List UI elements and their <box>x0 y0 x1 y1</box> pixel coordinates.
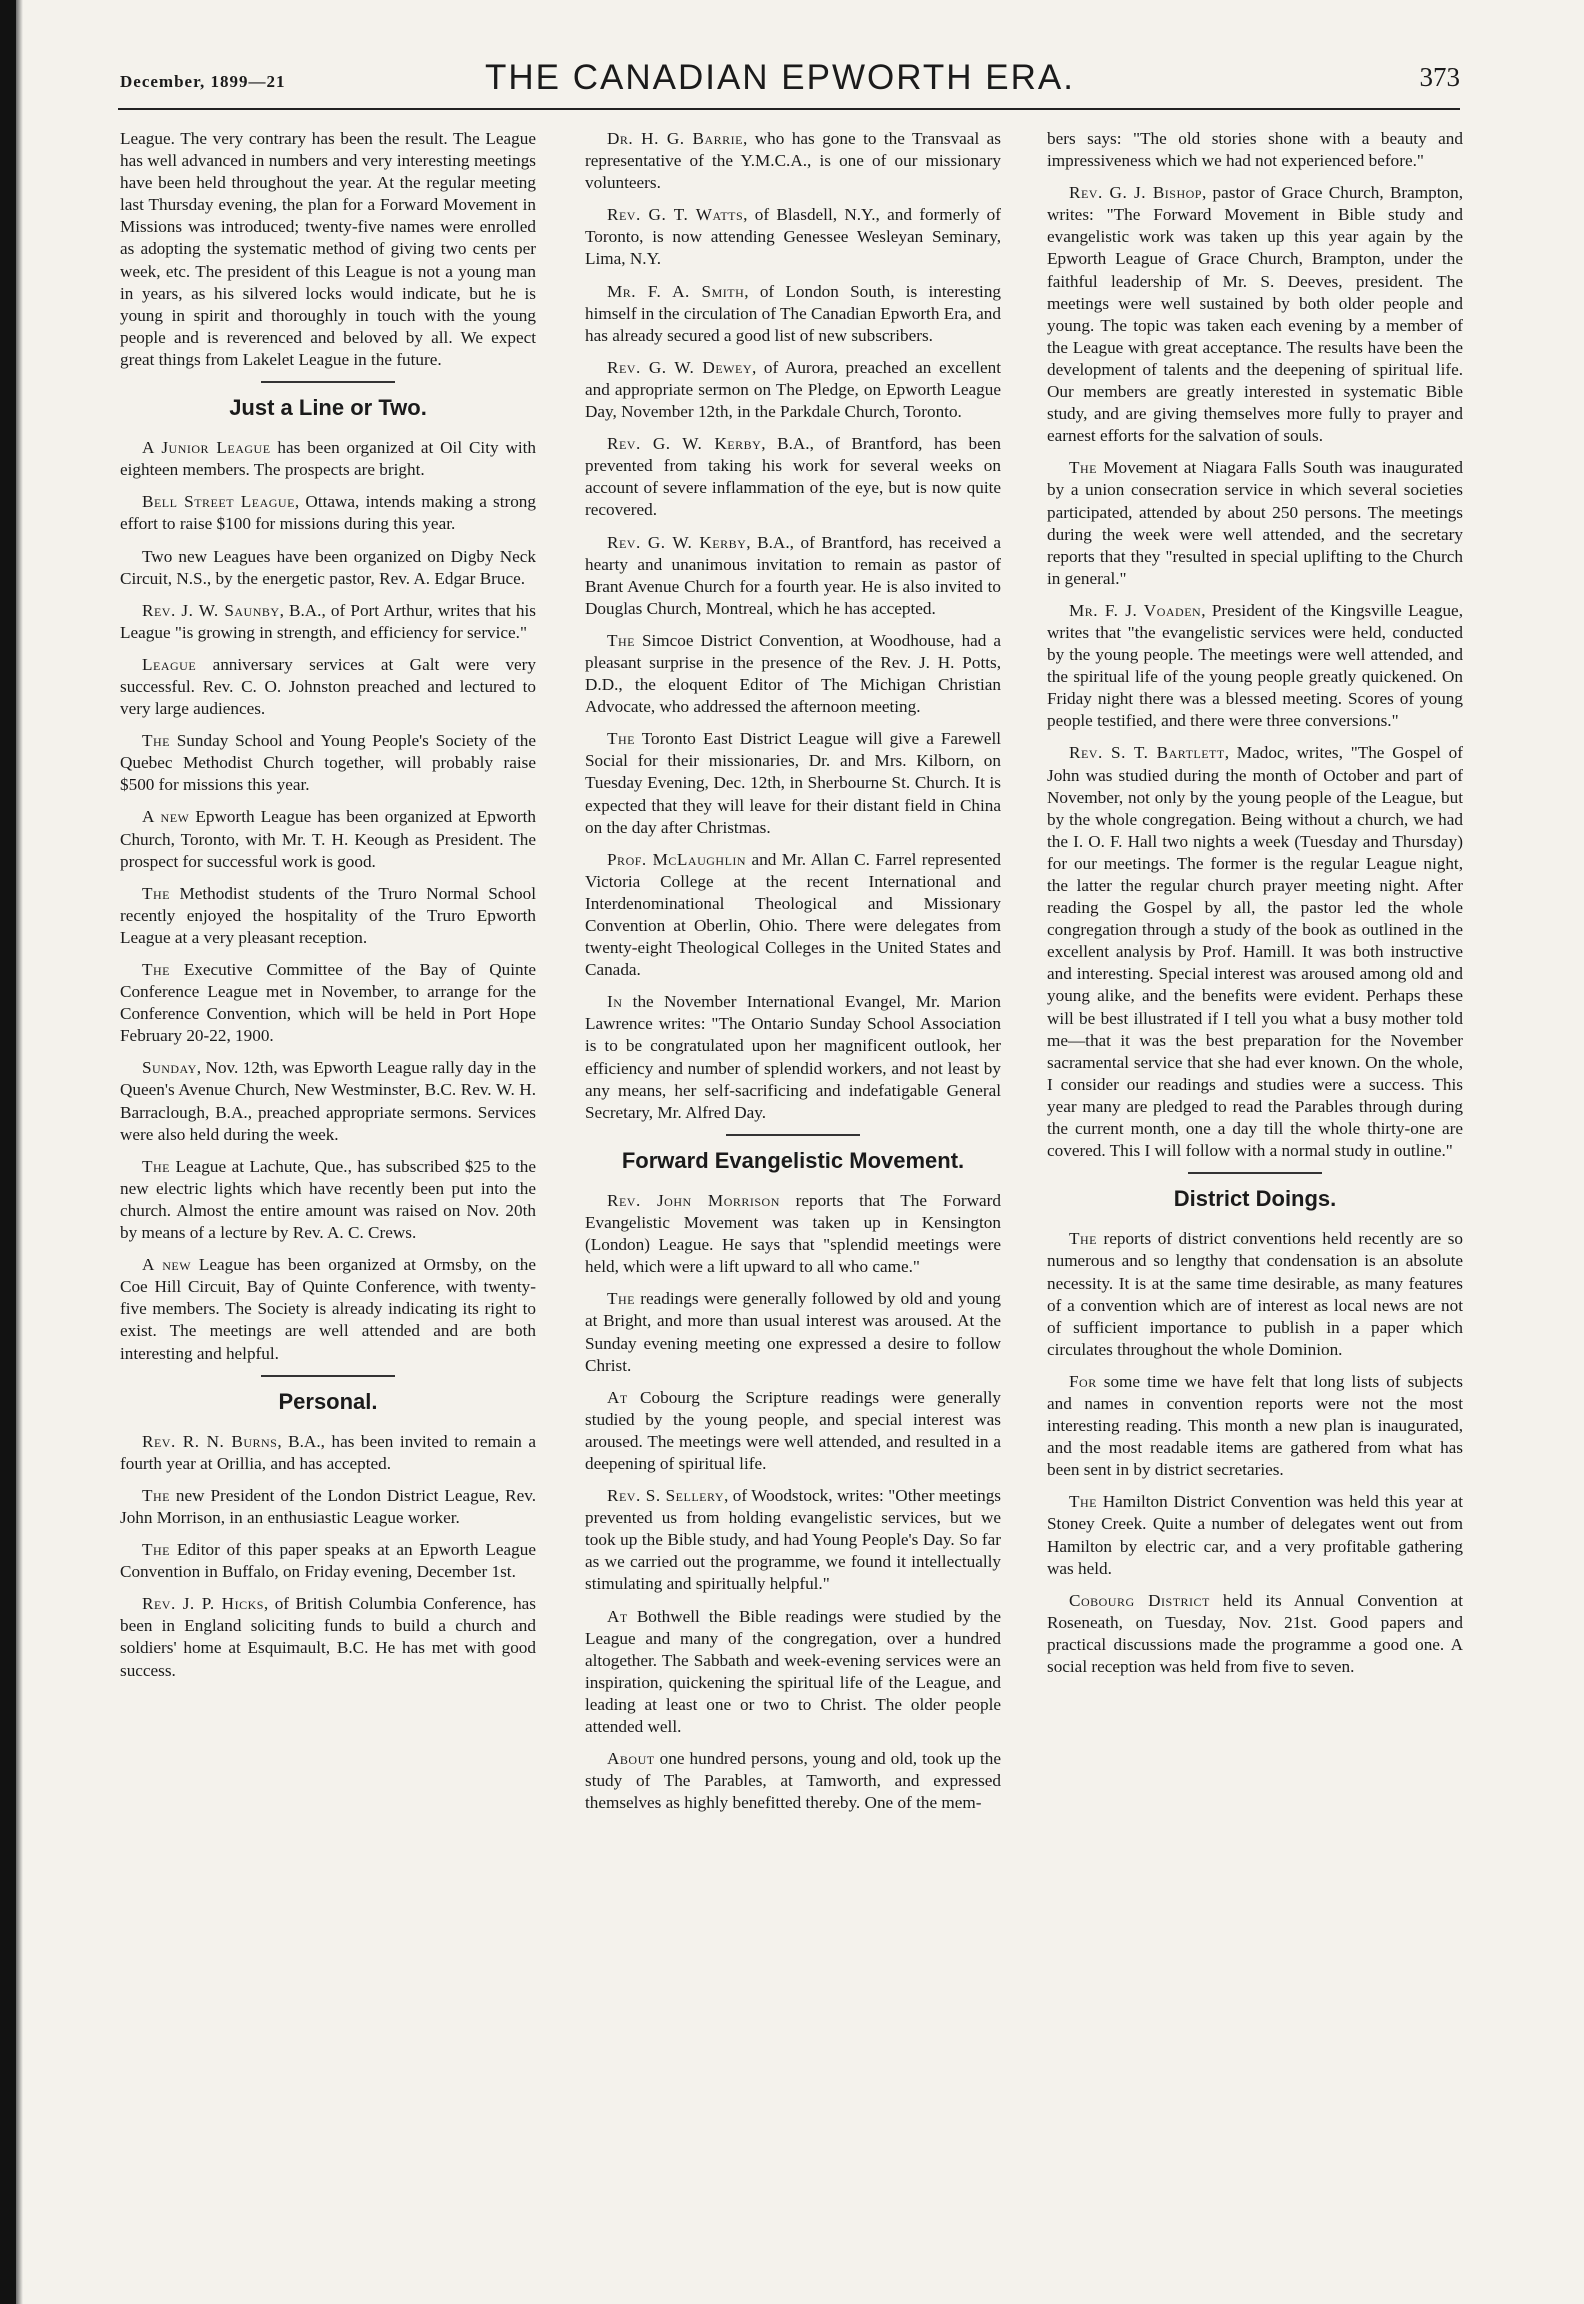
section-divider <box>261 381 395 383</box>
personal-item <box>120 1593 536 1681</box>
item-text: , B.A., has been invited to remain a fourth year at Orillia, and has accepted. <box>120 1431 536 1473</box>
news-item <box>120 1057 536 1145</box>
personal-item <box>585 630 1001 718</box>
item-text: Executive Committee of the Bay of Quinte Conference League met in November, to arrange for the Conference Convention, which will be held in Port Hope February 20-22, 1900. <box>120 960 536 1046</box>
item-lead: In <box>607 992 623 1012</box>
personal-item <box>585 728 1001 838</box>
item-text: Hamilton District Convention was held this year at Stoney Creek. Quite a number of delegates went out from Hamilton by electric car, and a very profitable gathering was held. <box>1047 1492 1463 1578</box>
item-text: , B.A., of Brantford, has received a hearty and unanimous invitation to remain as pastor of Brant Avenue Church for a fourth year. He is also invited to Douglas Church, Montreal, which he has accepted. <box>585 532 1001 618</box>
personal-item <box>120 1539 536 1583</box>
personal-item <box>585 204 1001 270</box>
item-lead: The <box>1069 1229 1097 1249</box>
item-text: some time we have felt that long lists of subjects and names in convention reports were not the most interesting reading. This month a new plan is inaugurated, and the most readable items are gathered from what has been sent in by district secretaries. <box>1047 1371 1463 1480</box>
item-lead: Prof. McLaughlin <box>607 849 747 869</box>
item-lead: Cobourg District <box>1069 1590 1210 1610</box>
item-text: Toronto East District League will give a Farewell Social for their missionaries, Dr. and Mrs. Kilborn, on Tuesday Evening, Dec. 12th, in Sherbourne St. Church. It is expected that they will leave for their distant field in China on the day after Christmas. <box>585 729 1001 837</box>
item-lead: At <box>607 1606 628 1626</box>
page-binding-shadow <box>16 0 23 2304</box>
news-item <box>120 883 536 949</box>
item-text: Simcoe District Convention, at Woodhouse, had a pleasant surprise in the presence of the Rev. J. H. Potts, D.D., the eloquent Editor of The Michigan Christian Advocate, who addressed the afternoon meeting. <box>585 630 1001 717</box>
item-lead: A new <box>142 807 190 827</box>
item-lead: The <box>607 729 635 749</box>
personal-item <box>120 1485 536 1529</box>
forward-item <box>585 1288 1001 1376</box>
page-binding-edge <box>0 0 16 2304</box>
item-lead: Rev. R. N. Burns <box>142 1431 278 1451</box>
item-lead: Mr. F. A. Smith <box>607 281 745 301</box>
item-text: has been organized at Oil City with eighteen members. The prospects are bright. <box>120 438 536 480</box>
district-item <box>1047 1371 1463 1481</box>
news-item <box>120 600 536 644</box>
item-lead: About <box>607 1749 655 1769</box>
page-number: 373 <box>1419 62 1460 92</box>
item-lead: The <box>1069 1492 1097 1512</box>
item-lead: Sunday <box>142 1058 197 1078</box>
item-lead: Mr. F. J. Voaden <box>1069 600 1202 620</box>
forward-item <box>1047 182 1463 447</box>
news-item <box>120 546 536 590</box>
item-lead: The <box>142 1156 170 1176</box>
news-item <box>120 1156 536 1244</box>
item-text: Epworth League has been organized at Epworth Church, Toronto, with Mr. T. H. Keough as President. The prospect for successful work is good. <box>120 807 536 871</box>
column-1 <box>120 128 536 1692</box>
section-heading-district-doings: District Doings. <box>1173 1186 1337 1212</box>
item-lead: Rev. S. Sellery <box>607 1486 724 1506</box>
item-lead: The <box>607 1289 635 1309</box>
column-2 <box>585 128 1001 1824</box>
forward-item <box>585 1387 1001 1475</box>
section-heading-personal: Personal. <box>278 1388 378 1414</box>
item-text: Editor of this paper speaks at an Epworth League Convention in Buffalo, on Friday evening, December 1st. <box>120 1540 536 1582</box>
item-lead: Bell Street League <box>142 492 295 512</box>
item-lead: Dr. H. G. Barrie <box>607 129 743 148</box>
item-text: , Nov. 12th, was Epworth League rally day in the Queen's Avenue Church, New Westminster, B.C. Rev. W. H. Barraclough, B.A., preached appropriate sermons. Services were also held during the week. <box>120 1058 536 1144</box>
item-text: , who has gone to the Transvaal as representative of the Y.M.C.A., is one of our missionary volunteers. <box>585 129 1001 193</box>
district-item <box>1047 1228 1463 1361</box>
item-text: reports of district conventions held recently are so numerous and so lengthy that condensation is an absolute necessity. It is at the same time desirable, as many features of a convention which are of interest as local news are not of sufficient importance to publish in a paper which circulates throughout the whole Dominion. <box>1047 1229 1463 1359</box>
item-lead: The <box>607 630 635 650</box>
item-lead: Rev. G. W. Dewey <box>607 357 753 377</box>
item-lead: Rev. John Morrison <box>607 1190 780 1210</box>
personal-item <box>585 532 1001 620</box>
personal-item <box>585 357 1001 423</box>
item-text: , of Aurora, preached an excellent and appropriate sermon on The Pledge, on Epworth League Day, November 12th, in the Parkdale Church, Toronto. <box>585 357 1001 422</box>
item-text: League has been organized at Ormsby, on the Coe Hill Circuit, Bay of Quinte Conference, with twenty-five members. The Society is already indicating its right to exist. The meetings are well attended and are both interesting and helpful. <box>120 1255 536 1363</box>
item-lead: The <box>142 1485 170 1505</box>
item-lead: Rev. J. P. Hicks <box>142 1594 264 1614</box>
item-lead: A Junior League <box>142 438 271 458</box>
item-lead: The <box>142 731 170 751</box>
item-lead: Rev. S. T. Bartlett <box>1069 743 1225 763</box>
personal-item <box>585 991 1001 1124</box>
forward-item <box>1047 742 1463 1162</box>
item-text: and Mr. Allan C. Farrel represented Victoria College at the recent International and Interdenominational Theological and Missionary Convention at Oberlin, Ohio. There were delegates from twenty-eight Theological Colleges in the United States and Canada. <box>585 849 1001 980</box>
item-text: new President of the London District League, Rev. John Morrison, in an enthusiastic League worker. <box>120 1485 536 1527</box>
news-item <box>120 1254 536 1364</box>
section-divider <box>261 1375 395 1377</box>
item-text: , B.A., of Port Arthur, writes that his League "is growing in strength, and efficiency for service." <box>120 600 536 642</box>
item-lead: The <box>142 1540 170 1560</box>
item-lead: Rev. G. J. Bishop <box>1069 183 1202 203</box>
item-text: the November International Evangel, Mr. Marion Lawrence writes: "The Ontario Sunday School Association is to be congratulated upon her magnificent outlook, her efficiency and number of splendid workers, and not least by any means, her self-sacrificing and indefatigable General Secretary, Mr. Alfred Day. <box>585 992 1001 1122</box>
item-text: , of Woodstock, writes: "Other meetings prevented us from holding evangelistic services, but we took up the Bible study, and had Young People's Day. So far as we carried out the programme, we found it intellectually stimulating and spiritually helpful." <box>585 1486 1001 1594</box>
masthead-title: THE CANADIAN EPWORTH ERA. <box>485 58 1075 97</box>
item-text: held its Annual Convention at Roseneath, on Tuesday, Nov. 21st. Good papers and practical discussions made the programme a good one. A social reception was held from five to seven. <box>1047 1590 1463 1676</box>
personal-item <box>585 281 1001 347</box>
section-divider <box>1188 1172 1322 1174</box>
continued-paragraph: League. The very contrary has been the result. The League has well advanced in numbers and very interesting meetings have been held throughout the year. At the regular meeting last Thursday evening, the plan for a Forward Movement in Missions was introduced; twenty-five names were enrolled as adopting the systematic method of giving two cents per week, etc. The president of this League is not a young man in years, as his silvered locks would indicate, but he is young in spirit and thoroughly in touch with the young people and is reverenced and beloved by all. We expect great things from Lakelet League in the future. <box>120 129 536 369</box>
item-text: Methodist students of the Truro Normal School recently enjoyed the hospitality of the Truro Epworth League at a very pleasant reception. <box>120 883 536 947</box>
item-lead: The <box>142 960 170 979</box>
personal-item <box>585 849 1001 982</box>
item-lead: For <box>1069 1371 1097 1391</box>
item-text: readings were generally followed by old and young at Bright, and more than usual interest was aroused. At the Sunday evening meeting one expressed a desire to follow Christ. <box>585 1289 1001 1375</box>
news-item <box>120 959 536 1047</box>
section-heading-just-a-line: Just a Line or Two. <box>229 395 427 421</box>
item-text: one hundred persons, young and old, took up the study of The Parables, at Tamworth, and expressed themselves as highly benefitted thereby. One of the mem- <box>585 1749 1001 1813</box>
item-lead: Rev. J. W. Saunby <box>142 600 280 620</box>
forward-item <box>1047 457 1463 590</box>
item-text: , President of the Kingsville League, writes that "the evangelistic services were held, conducted by the young people. The meetings were well attended, and the spiritual life of the young people greatly quickened. On Friday night there was a blessed meeting. Scores of young people testified, and there were three conversions." <box>1047 600 1463 731</box>
item-text: , pastor of Grace Church, Brampton, writes: "The Forward Movement in Bible study and evangelistic work was taken up this year again by the Epworth League of Grace Church, Brampton, under the faithful leadership of Mr. S. Deeves, president. The meetings were well sustained by both older people and young. The topic was taken each evening by a member of the League with great acceptance. The results have been the development of talents and the deepening of spiritual life. Our members are greatly interested in systematic Bible study, and are giving themselves more fully to prayer and earnest efforts for the salvation of souls. <box>1047 183 1463 446</box>
news-item <box>120 730 536 796</box>
continued-paragraph: bers says: "The old stories shone with a beauty and impressiveness which we had not experienced before." <box>1047 129 1463 171</box>
header-rule <box>118 108 1460 110</box>
item-lead: At <box>607 1387 628 1407</box>
news-item <box>120 654 536 720</box>
item-text: reports that The Forward Evangelistic Movement was taken up in Kensington (London) League. He says that "splendid meetings were held, which were a lift upward to all who came." <box>585 1190 1001 1277</box>
item-lead: Rev. G. W. Kerby <box>607 434 762 454</box>
item-text: , Madoc, writes, "The Gospel of John was studied during the month of October and part of November, not only by the young people of the League, but by the whole congregation. Being without a church, we had the I. O. F. Hall two nights a week (Tuesday and Thursday) for our meetings. The former is the regular League night, the latter the regular church prayer meeting night. After reading the Gospel by all, the pastor led the whole congregation through a study of the book as outlined in the excellent analysis by Prof. Hamill. It was both instructive and interesting. Special interest was aroused among old and young alike, and the benefits were evident. Perhaps these will be best illustrated if I tell you what a busy mother told me—that it was the best preparation for the November sacramental service that she had ever known. On the whole, I consider our readings and studies were a success. This year many are pledged to read the Parables through during the current month, one a day till the whole thirty-one are covered. This I will follow with a normal study in outline." <box>1047 743 1463 1161</box>
item-text: , of Blasdell, N.Y., and formerly of Toronto, is now attending Genessee Wesleyan Seminary, Lima, N.Y. <box>585 205 1001 269</box>
forward-item <box>585 1748 1001 1814</box>
news-item <box>120 437 536 481</box>
column-3 <box>1047 128 1463 1688</box>
forward-item <box>585 1606 1001 1739</box>
item-text: Sunday School and Young People's Society of the Quebec Methodist Church together, will probably raise $500 for missions this year. <box>120 731 536 795</box>
item-text: , B.A., of Brantford, has been prevented from taking his work for several weeks on account of severe inflammation of the eye, but is now quite recovered. <box>585 434 1001 520</box>
item-lead: League <box>142 654 197 674</box>
item-text: , Ottawa, intends making a strong effort to raise $100 for missions during this year. <box>120 492 536 534</box>
district-item <box>1047 1491 1463 1579</box>
section-divider <box>726 1134 860 1136</box>
item-lead: The <box>1069 458 1097 478</box>
item-text: League at Lachute, Que., has subscribed $25 to the new electric lights which have recently been put into the church. Almost the entire amount was raised on Nov. 20th by means of a lecture by Rev. A. C. Crews. <box>120 1156 536 1243</box>
news-item <box>120 806 536 872</box>
personal-item <box>120 1431 536 1475</box>
personal-item <box>585 128 1001 194</box>
item-text: Movement at Niagara Falls South was inaugurated by a union consecration service in which several societies participated, attended by about 250 persons. The meetings during the week were well attended, and the secretary reports that they "resulted in special uplifting to the Church in general." <box>1047 458 1463 588</box>
item-text: Bothwell the Bible readings were studied by the League and many of the congregation, over a hundred altogether. The Sabbath and week-evening services were an inspiration, quickening the spiritual life of the League, and leading at least one or two to Christ. The older people attended well. <box>585 1606 1001 1736</box>
district-item <box>1047 1590 1463 1678</box>
item-lead: Rev. G. T. Watts <box>607 205 744 225</box>
forward-item <box>585 1190 1001 1278</box>
item-text: , of British Columbia Conference, has been in England soliciting funds to build a church and soldiers' home at Esquimault, B.C. He has met with good success. <box>120 1594 536 1680</box>
news-item <box>120 491 536 535</box>
forward-item <box>585 1485 1001 1595</box>
forward-item <box>1047 600 1463 733</box>
item-lead: The <box>142 883 170 903</box>
header-date: December, 1899—21 <box>120 72 286 91</box>
item-lead: Rev. G. W. Kerby <box>607 532 747 552</box>
personal-item <box>585 433 1001 521</box>
item-text: anniversary services at Galt were very successful. Rev. C. O. Johnston preached and lectured to very large audiences. <box>120 654 536 719</box>
item-text: , of London South, is interesting himself in the circulation of The Canadian Epworth Era, and has already secured a good list of new subscribers. <box>585 281 1002 345</box>
section-heading-forward-evangelistic: Forward Evangelistic Movement. <box>621 1147 965 1173</box>
item-text: Cobourg the Scripture readings were generally studied by the young people, and special interest was aroused. The meetings were well attended, and resulted in a deepening of spiritual life. <box>585 1387 1001 1473</box>
item-text: Two new Leagues have been organized on Digby Neck Circuit, N.S., by the energetic pastor, Rev. A. Edgar Bruce. <box>120 546 536 588</box>
item-lead: A new <box>142 1255 192 1275</box>
